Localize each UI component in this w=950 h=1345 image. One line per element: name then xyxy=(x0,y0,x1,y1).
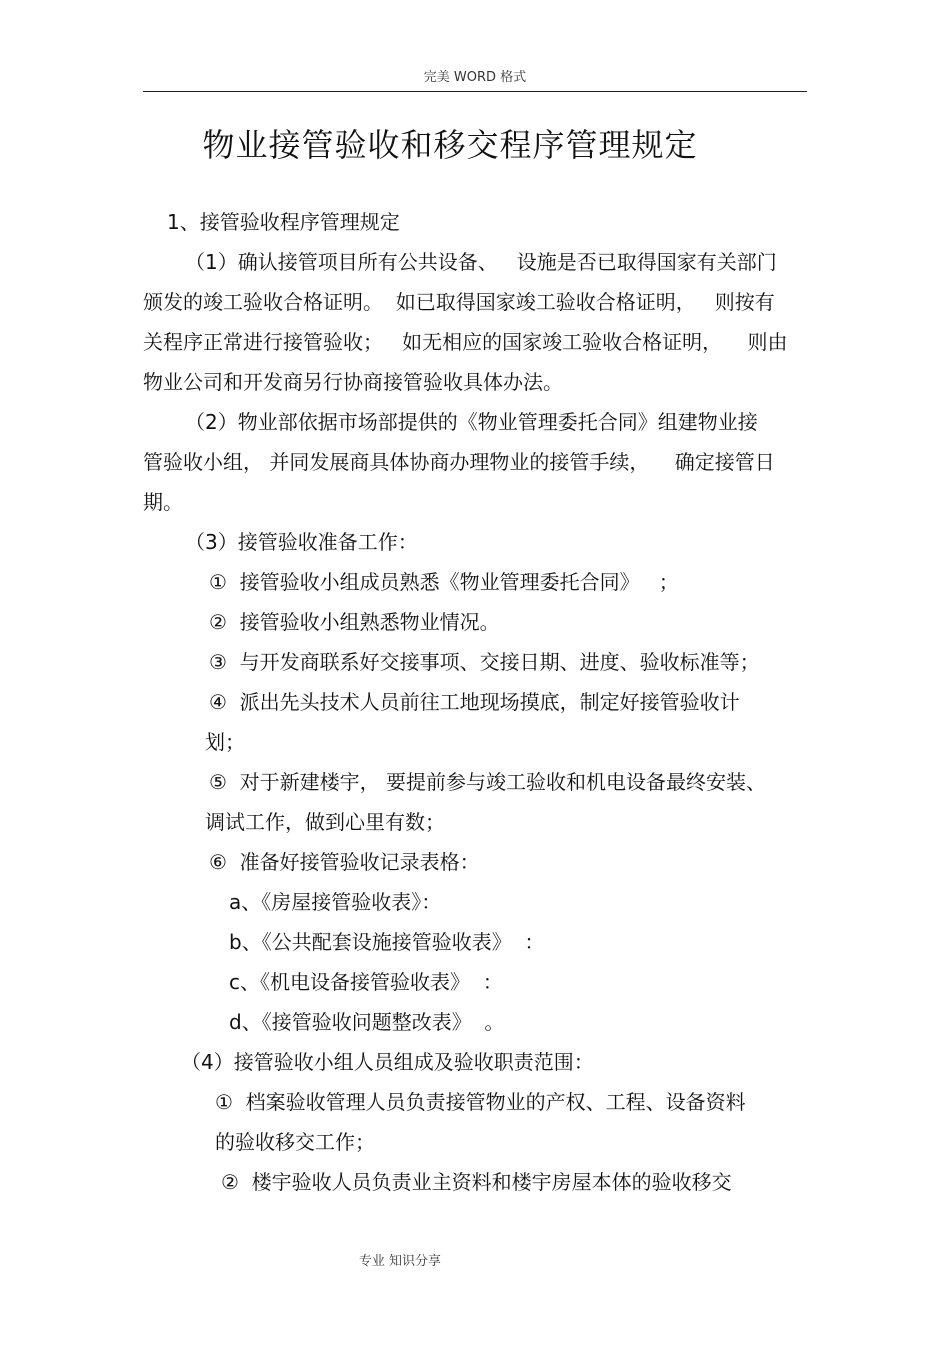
paragraph-line: 物业公司和开发商另行协商接管验收具体办法。 xyxy=(143,370,563,394)
paragraph-line: （4）接管验收小组人员组成及验收职责范围： xyxy=(181,1050,594,1074)
list-item: 调试工作，做到心里有数； xyxy=(205,810,445,834)
list-item: ① 档案验收管理人员负责接管物业的产权、工程、设备资料 xyxy=(215,1090,746,1114)
paragraph-line: （2）物业部依据市场部提供的《物业管理委托合同》组建物业接 xyxy=(185,410,758,434)
list-item: ② 接管验收小组熟悉物业情况。 xyxy=(209,610,500,634)
page-header: 完美 WORD 格式 xyxy=(423,70,527,85)
list-item: ④ 派出先头技术人员前往工地现场摸底，制定好接管验收计 xyxy=(209,690,740,714)
document-body xyxy=(143,202,807,1202)
list-item: ⑤ 对于新建楼宇， 要提前参与竣工验收和机电设备最终安装、 xyxy=(209,770,767,794)
form-list-item: d、《接管验收问题整改表》 。 xyxy=(229,1010,505,1034)
list-item: ⑥ 准备好接管验收记录表格： xyxy=(209,850,480,874)
list-item: 的验收移交工作； xyxy=(215,1130,375,1154)
paragraph-line: 颁发的竣工验收合格证明。 如已取得国家竣工验收合格证明， 则按有 xyxy=(143,290,775,314)
header-divider xyxy=(143,91,807,92)
list-item: 划； xyxy=(205,730,245,754)
list-item: ① 接管验收小组成员熟悉《物业管理委托合同》 ； xyxy=(209,570,679,594)
paragraph-line: 期。 xyxy=(143,490,183,514)
paragraph-line: 管验收小组， 并同发展商具体协商办理物业的接管手续， 确定接管日 xyxy=(143,450,775,474)
form-list-item: a、《房屋接管验收表》： xyxy=(229,890,442,914)
form-list-item: b、《公共配套设施接管验收表》 ： xyxy=(229,930,545,954)
list-item: ② 楼宇验收人员负责业主资料和楼宇房屋本体的验收移交 xyxy=(221,1170,732,1194)
paragraph-line: （1）确认接管项目所有公共设备、 设施是否已取得国家有关部门 xyxy=(185,250,777,274)
form-list-item: c、《机电设备接管验收表》 ： xyxy=(229,970,503,994)
document-title: 物业接管验收和移交程序管理规定 xyxy=(202,126,698,164)
paragraph-line: （3）接管验收准备工作： xyxy=(185,530,418,554)
section-heading: 1、接管验收程序管理规定 xyxy=(167,210,400,234)
page-footer: 专业 知识分享 xyxy=(358,1254,442,1269)
paragraph-line: 关程序正常进行接管验收； 如无相应的国家竣工验收合格证明， 则由 xyxy=(143,330,788,354)
list-item: ③ 与开发商联系好交接事项、交接日期、进度、验收标准等； xyxy=(209,650,760,674)
